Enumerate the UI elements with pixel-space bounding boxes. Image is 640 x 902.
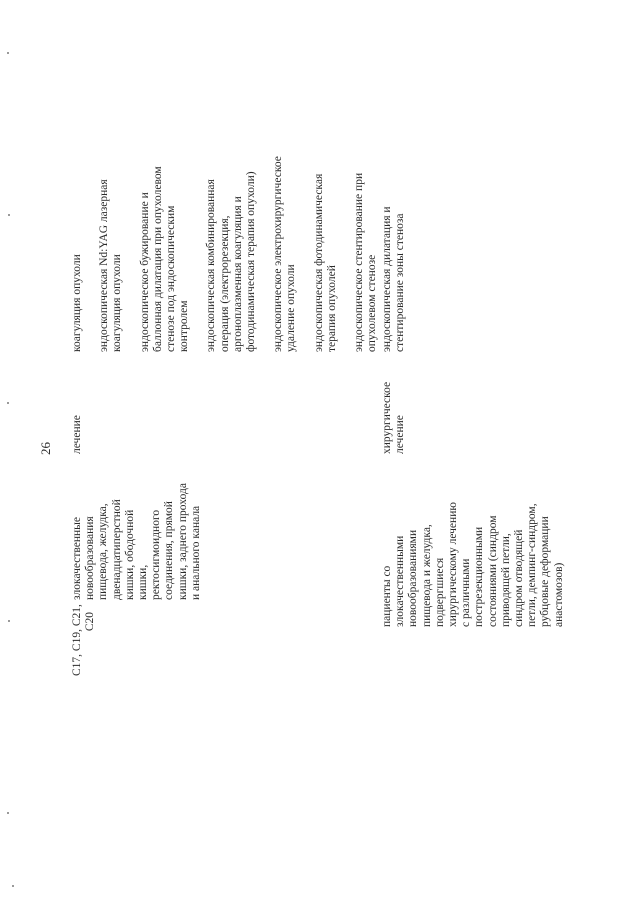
description-line: пищевода, желудка, [97,503,110,600]
description-line: двенадцатиперстной [110,499,123,600]
description-line: с различными [460,558,473,627]
description-line: приводящей петли, [499,533,512,627]
method-item [353,156,379,352]
method-line: терапия опухолей [325,265,338,352]
method-line: удаление опухоли [285,264,298,352]
scan-speck [8,620,10,622]
description-line: злокачественные [71,517,83,600]
scan-speck [7,52,9,54]
scan-speck [7,402,9,404]
method-line: опухолевом стенозе [366,254,379,352]
method-item [381,206,407,352]
description-line: состояниями (синдром [486,515,499,627]
method-item [139,156,192,352]
scan-speck [7,812,9,814]
treatment-type: лечение [394,415,407,454]
disease-description-cell [71,483,203,600]
description-line: хирургическому лечению [447,502,460,627]
patient-group-cell [381,502,566,627]
treatment-methods-cell [381,206,421,352]
description-line: пострезекционными [473,526,486,627]
treatment-type: хирургическое [381,381,393,454]
description-line: новообразованиями [407,529,420,627]
description-line: кишки, заднего прохода [176,483,189,600]
description-line: петли, демпинг-синдром, [526,503,539,627]
method-line: баллонная дилатация при опухолевом [151,166,164,352]
page-number: 26 [38,442,53,455]
method-line: операция (электрорезекция, [218,215,231,352]
description-line: рубцовые деформации [539,516,552,627]
description-line: новообразования [84,516,97,600]
diagnosis-code-line: C17, C19, C21, [71,604,83,676]
method-line: аргоноплазменная коагуляция и [231,196,244,352]
description-line: анастомозов) [552,562,565,627]
method-line: эндоскопическая дилатация и [381,206,393,352]
method-line: эндоскопическая Nd:YAG лазерная [98,179,111,352]
method-item [272,156,298,352]
treatment-type-cell [381,382,407,454]
method-item [205,156,258,352]
treatment-type: лечение [71,415,83,454]
diagnosis-code-line: C20 [84,612,97,632]
scan-speck [8,214,10,216]
method-line: эндоскопическое бужирование и [138,192,151,352]
method-line: стенозе под эндоскопическим [165,205,178,352]
description-line: и анального канала [189,505,202,600]
description-line: кишки, ободочной [123,509,136,600]
method-line: фотодинамическая терапия опухоли) [245,171,258,352]
method-item [71,156,84,352]
method-line: коагуляция опухоли [111,254,124,352]
method-item [98,156,124,352]
treatment-type-cell [71,415,84,454]
method-item [313,156,339,352]
method-line: стентирование зоны стеноза [394,213,407,352]
description-line: пациенты со [381,565,393,627]
description-line: подвергшиеся [433,557,446,627]
description-line: пищевода и желудка, [420,524,433,627]
method-line: эндоскопическое стентирование при [353,172,366,352]
description-line: синдром отводящей [513,529,526,627]
description-line: кишки, [137,564,150,600]
method-line: контролем [178,300,191,352]
method-line: эндоскопическая комбинированная [205,179,218,352]
treatment-methods-cell [71,156,393,352]
description-line: злокачественными [394,535,407,627]
description-line: соединения, прямой [163,501,176,600]
scan-speck [12,885,14,887]
method-line: коагуляция опухоли [71,254,83,352]
description-line: ректосигмоидного [150,509,163,600]
method-line: эндоскопическое электрохирургическое [272,156,285,352]
diagnosis-code-cell [71,604,97,676]
method-line: эндоскопическая фотодинамическая [312,173,325,352]
